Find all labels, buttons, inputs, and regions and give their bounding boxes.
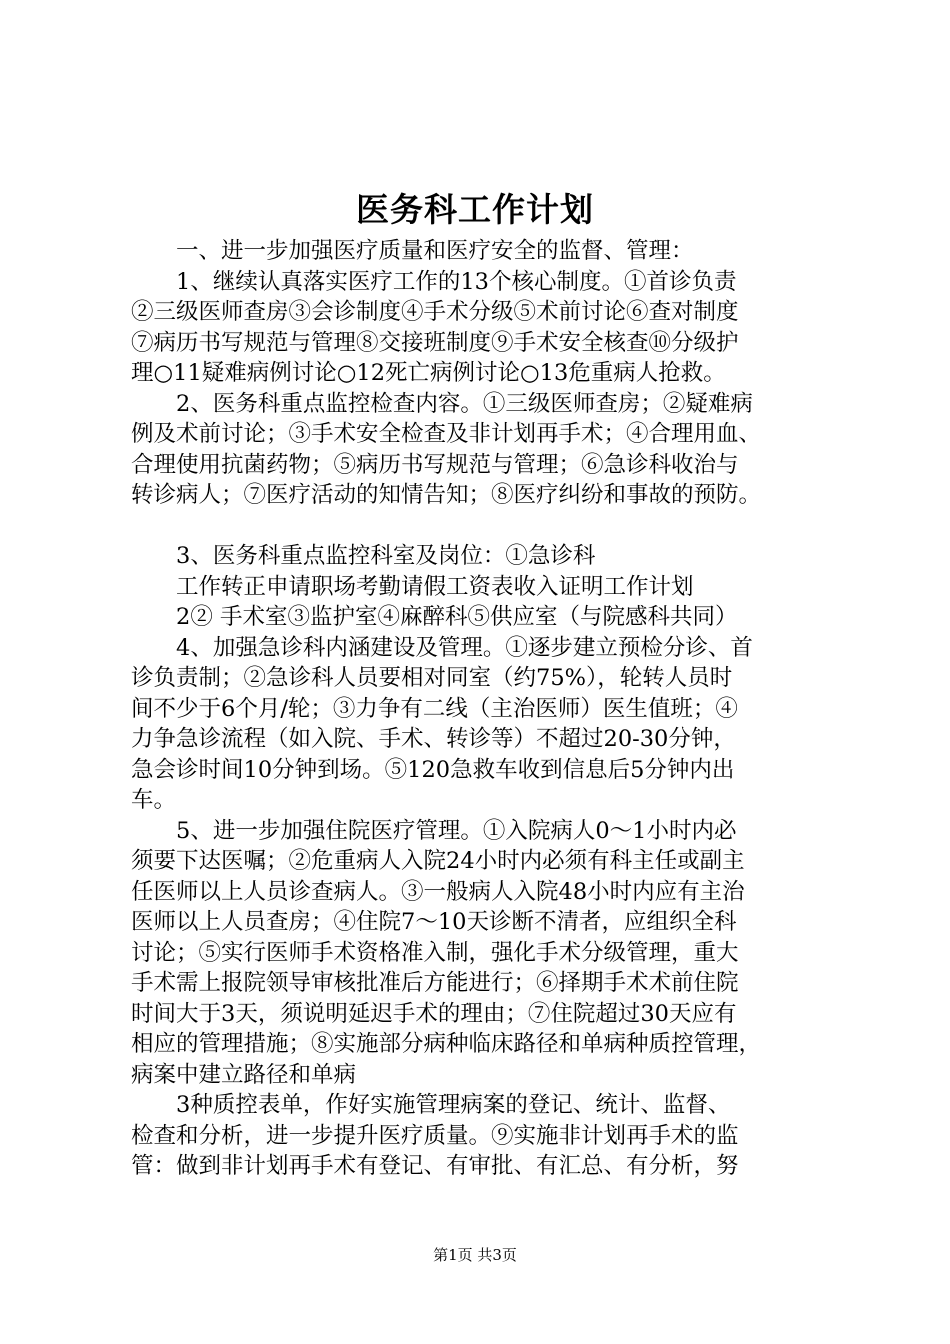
body-line: 管：做到非计划再手术有登记、有审批、有汇总、有分析，努 [131,1153,739,1179]
body-line: 3、医务科重点监控科室及岗位：①急诊科 [131,543,596,569]
body-line: 相应的管理措施；⑧实施部分病种临床路径和单病种质控管理， [131,1031,762,1057]
body-line: 检查和分析，进一步提升医疗质量。⑨实施非计划再手术的监 [131,1122,739,1149]
body-line: 理○11疑难病例讨论○12死亡病例讨论○13危重病人抢救。 [131,360,726,386]
page-footer: 第1页 共3页 [433,1246,517,1264]
body-line: 诊负责制；②急诊科人员要相对同室（约75%），轮转人员时 [131,665,733,691]
body-line: 病案中建立路径和单病 [131,1061,357,1088]
body-line: 车。 [131,787,177,813]
body-line: 1、继续认真落实医疗工作的13个核心制度。①首诊负责 [131,268,737,295]
body-line: 工作转正申请职场考勤请假工资表收入证明工作计划 [131,573,694,600]
body-line: 3种质控表单，作好实施管理病案的登记、统计、监督、 [131,1092,731,1118]
body-line: ⑦病历书写规范与管理⑧交接班制度⑨手术安全核查⑩分级护 [131,329,739,356]
body-line: 一、进一步加强医疗质量和医疗安全的监督、管理： [131,238,694,264]
body-line: 4、加强急诊科内涵建设及管理。①逐步建立预检分诊、首 [131,634,753,661]
body-line: 5、进一步加强住院医疗管理。①入院病人0～1小时内必 [131,817,737,844]
body-line [131,511,843,542]
body-line: 转诊病人；⑦医疗活动的知情告知；⑧医疗纠纷和事故的预防。 [131,482,762,508]
body-line: 例及术前讨论；③手术安全检查及非计划再手术；④合理用血、 [131,421,762,447]
body-line: 医师以上人员查房；④住院7～10天诊断不清者，应组织全科 [131,909,737,935]
body-line: 任医师以上人员诊查病人。③一般病人入院48小时内应有主治 [131,878,745,905]
body-line: 讨论；⑤实行医师手术资格准入制，强化手术分级管理，重大 [131,939,739,966]
body-line: 时间大于3天，须说明延迟手术的理由；⑦住院超过30天应有 [131,1000,737,1027]
body-line: 急会诊时间10分钟到场。⑤120急救车收到信息后5分钟内出 [131,756,735,783]
body-line: 2② 手术室③监护室④麻醉科⑤供应室（与院感科共同） [131,604,738,630]
document-body [131,236,843,1182]
document-title: 医务科工作计划 [356,190,594,229]
body-line: 合理使用抗菌药物；⑤病历书写规范与管理；⑥急诊科收治与 [131,451,739,478]
body-line: 间不少于6个月/轮；③力争有二线（主治医师）医生值班；④ [131,695,738,722]
body-line: 手术需上报院领导审核批准后方能进行；⑥择期手术术前住院 [131,970,739,996]
body-line: ②三级医师查房③会诊制度④手术分级⑤术前讨论⑥查对制度 [131,299,739,325]
body-line: 力争急诊流程（如入院、手术、转诊等）不超过20-30分钟， [131,726,736,752]
body-line: 2、医务科重点监控检查内容。①三级医师查房；②疑难病 [131,390,753,417]
body-line: 须要下达医嘱；②危重病人入院24小时内必须有科主任或副主 [131,848,745,874]
